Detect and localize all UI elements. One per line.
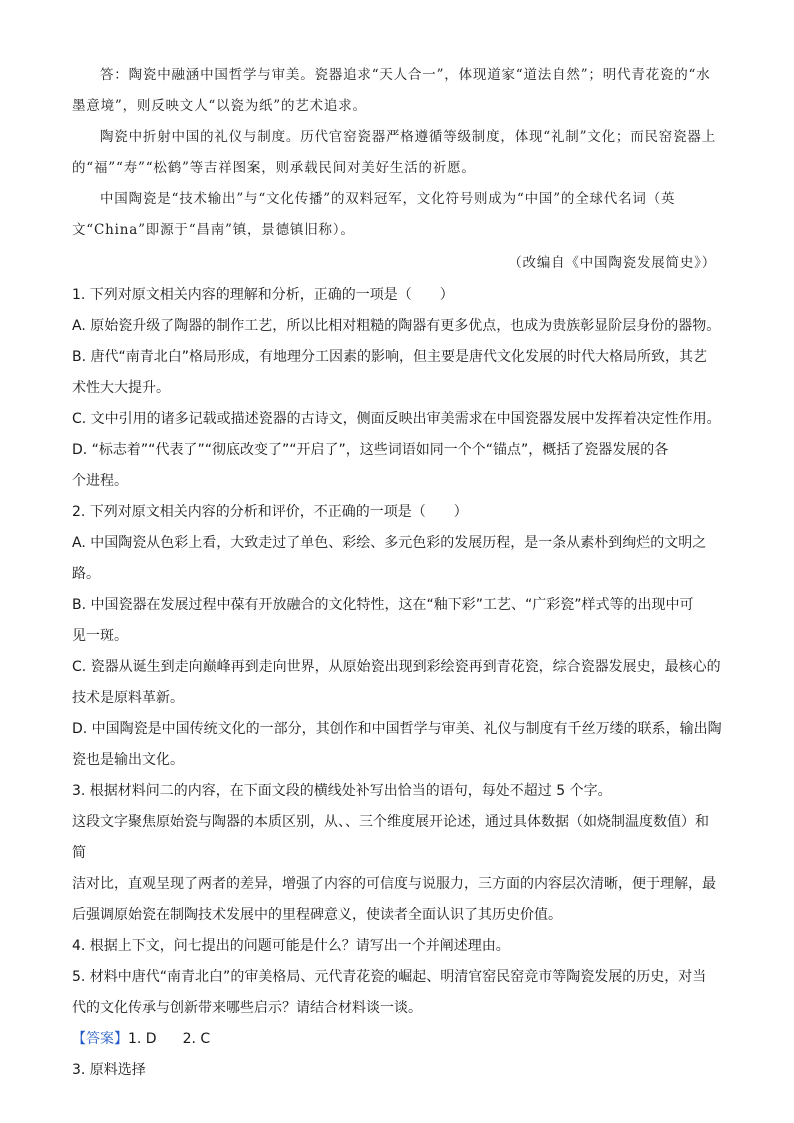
option-b: B. 中国瓷器在发展过程中葆有开放融合的文化特性，这在“釉下彩”工艺、“广彩瓷”样式等的出现中可 bbox=[72, 597, 694, 613]
passage-paragraph-2: 陶瓷中折射中国的礼仪与制度。历代官窑瓷器严格遵循等级制度，体现“礼制”文化；而民窑瓷器上的“福”“寿”“松鹤”等吉祥图案，则承载民间对美好生活的祈愿。 bbox=[72, 129, 717, 176]
question-text-line: 这段文字聚焦原始瓷与陶器的本质区别，从、、三个维度展开论述，通过具体数据（如烧制温度数值）和简 bbox=[72, 814, 709, 861]
option-c: C. 文中引用的诸多记载或描述瓷器的古诗文，侧面反映出审美需求在中国瓷器发展中发挥着决定性作用。 bbox=[72, 411, 721, 427]
option-a: A. 原始瓷升级了陶器的制作工艺，所以比相对粗糙的陶器有更多优点，也成为贵族彰显阶层身份的器物。 bbox=[72, 318, 721, 334]
passage-paragraph-3: 中国陶瓷是“技术输出”与“文化传播”的双料冠军，文化符号则成为“中国”的全球代名词（英文“China”即源于“昌南”镇，景德镇旧称）。 bbox=[72, 191, 676, 238]
question-stem-continued: 代的文化传承与创新带来哪些启示？请结合材料谈一谈。 bbox=[72, 1000, 422, 1016]
answer-section bbox=[72, 1024, 722, 1086]
question-3 bbox=[72, 776, 722, 931]
option-c-continued: 技术是原料革新。 bbox=[72, 690, 184, 706]
passage-excerpt bbox=[72, 60, 722, 278]
question-list bbox=[72, 280, 722, 1086]
option-a: A. 中国陶瓷从色彩上看，大致走过了单色、彩绘、多元色彩的发展历程，是一条从素朴到绚烂的文明之路。 bbox=[72, 535, 707, 582]
question-stem: 5. 材料中唐代“南青北白”的审美格局、元代青花瓷的崛起、明清官窑民窑竞市等陶瓷发展的历史，对当 bbox=[72, 969, 707, 985]
question-1 bbox=[72, 280, 722, 497]
question-2 bbox=[72, 497, 722, 776]
question-stem: 4. 根据上下文，问七提出的问题可能是什么？请写出一个并阐述理由。 bbox=[72, 938, 510, 954]
answer-1: 1. D bbox=[128, 1031, 157, 1047]
question-text-line: 洁对比，直观呈现了两者的差异，增强了内容的可信度与说服力，三方面的内容层次清晰，便于理解，最 bbox=[72, 876, 716, 892]
passage-source: （改编自《中国陶瓷发展简史》） bbox=[508, 255, 716, 271]
option-d: D. 中国陶瓷是中国传统文化的一部分，其创作和中国哲学与审美、礼仪与制度有千丝万缕的联系，输出陶 bbox=[72, 721, 722, 737]
option-d: D. “标志着”“代表了”“彻底改变了”“开启了”，这些词语如同一个个“锚点”，概括了瓷器发展的各 bbox=[72, 442, 669, 458]
option-b-continued: 见一斑。 bbox=[72, 628, 128, 644]
option-d-continued: 个进程。 bbox=[72, 473, 128, 489]
option-b-continued: 术性大大提升。 bbox=[72, 380, 170, 396]
answer-2: 2. C bbox=[182, 1031, 211, 1047]
question-stem: 2. 下列对原文相关内容的分析和评价，不正确的一项是（ ） bbox=[72, 504, 468, 520]
passage-paragraph-1: 答：陶瓷中融涵中国哲学与审美。瓷器追求“天人合一”，体现道家“道法自然”；明代青花瓷的“水墨意境”，则反映文人“以瓷为纸”的艺术追求。 bbox=[72, 67, 711, 114]
answer-line bbox=[72, 1024, 722, 1055]
question-stem: 1. 下列对原文相关内容的理解和分析，正确的一项是（ ） bbox=[72, 287, 454, 303]
question-text-line: 后强调原始瓷在制陶技术发展中的里程碑意义，使读者全面认识了其历史价值。 bbox=[72, 907, 562, 923]
question-4 bbox=[72, 931, 722, 962]
answer-tag: 【答案】 bbox=[72, 1031, 128, 1047]
answer-3: 3. 原料选择 bbox=[72, 1062, 146, 1078]
option-b: B. 唐代“南青北白”格局形成，有地理分工因素的影响，但主要是唐代文化发展的时代大格局所致，其艺 bbox=[72, 349, 708, 365]
option-c: C. 瓷器从诞生到走向巅峰再到走向世界，从原始瓷出现到彩绘瓷再到青花瓷，综合瓷器发展史，最核心的 bbox=[72, 659, 721, 675]
question-5 bbox=[72, 962, 722, 1024]
question-stem: 3. 根据材料问二的内容，在下面文段的横线处补写出恰当的语句，每处不超过 5 个字。 bbox=[72, 783, 612, 799]
option-d-continued: 瓷也是输出文化。 bbox=[72, 752, 184, 768]
